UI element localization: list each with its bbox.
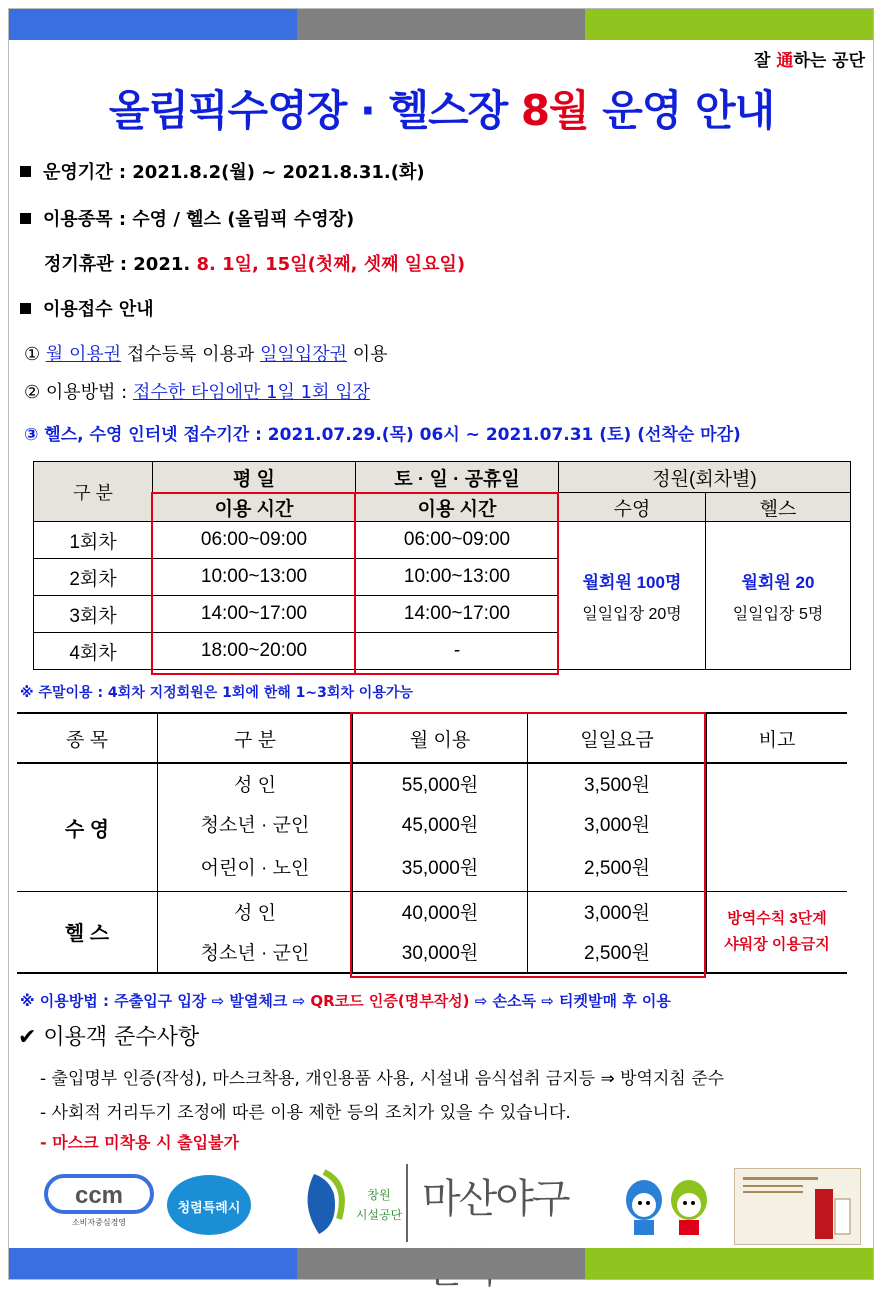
bullet-square-icon [20, 303, 31, 314]
logo-strip [9, 1160, 873, 1248]
fee-daily-cell: 3,000원 [528, 803, 707, 843]
weekday-time-cell: 18:00~20:00 [153, 633, 356, 670]
fee-type-cell: 성 인 [158, 763, 353, 803]
header-time-weekend: 이용 시간 [356, 493, 559, 522]
svg-text:청렴특례시: 청렴특례시 [177, 1201, 241, 1216]
svg-text:ccm: ccm [74, 1182, 124, 1209]
monthly-pass-link: 월 이용권 [45, 344, 122, 365]
gym-capacity-cell [706, 522, 851, 670]
fee-highlight-box [350, 712, 706, 978]
session-cell: 2회차 [34, 559, 153, 596]
reception-item-2: ② 이용방법 : 접수한 타임에만 1일 1회 입장 [24, 382, 370, 403]
fee-monthly-cell: 40,000원 [353, 891, 528, 931]
ccm-logo [44, 1174, 154, 1234]
weekday-time-cell: 14:00~17:00 [153, 596, 356, 633]
weekday-time-cell: 10:00~13:00 [153, 559, 356, 596]
gym-monthly-capacity: 월회원 20 [741, 572, 815, 592]
bullet-square-icon [20, 166, 31, 177]
weekend-highlight-box [354, 492, 559, 675]
fee-monthly-cell: 55,000원 [353, 763, 528, 803]
bullet-square-icon [20, 213, 31, 224]
swim-remark-cell [707, 763, 848, 891]
rule-item: - 출입명부 인증(작성), 마스크착용, 개인용품 사용, 시설내 음식섭취 금지등 ⇒ 방역지침 준수 [40, 1069, 725, 1089]
remark-line-2: 샤워장 이용금지 [724, 935, 830, 953]
rules-heading: ✔ 이용객 준수사항 [18, 1025, 200, 1050]
weekend-time-cell: - [356, 633, 559, 670]
fee-header-gubun: 구 분 [158, 713, 353, 763]
svg-text:소비자중심경영: 소비자중심경영 [71, 1218, 127, 1227]
reception-item-1: ① 월 이용권 접수등록 이용과 일일입장권 이용 [24, 344, 388, 365]
bottom-stripe [9, 1248, 873, 1279]
fee-header-daily: 일일요금 [528, 713, 707, 763]
regular-closure: 정기휴관 : 2021. 8. 1일, 15일(첫째, 셋째 일요일) [44, 254, 466, 275]
swim-capacity-cell [559, 522, 706, 670]
fee-header-remark: 비고 [707, 713, 848, 763]
gym-remark-cell [707, 891, 848, 973]
weekend-note: ※ 주말이용 : 4회차 지정회원은 1회에 한해 1~3회차 이용가능 [20, 685, 413, 701]
gym-label: 헬 스 [17, 891, 158, 973]
usage-type: 이용종목 : 수영 / 헬스 (올림픽 수영장) [20, 205, 354, 231]
rule-item-mask: - 마스크 미착용 시 출입불가 [40, 1133, 239, 1152]
certification-badge [734, 1168, 861, 1245]
header-swim: 수영 [559, 493, 706, 522]
usage-method: ※ 이용방법 : 주출입구 입장 ⇨ 발열체크 ⇨ QR코드 인증(명부작성) ⇨ 손소독 ⇨ 티켓발매 후 이용 [20, 992, 671, 1010]
fee-daily-cell: 2,500원 [528, 843, 707, 891]
weekend-time-cell: 10:00~13:00 [356, 559, 559, 596]
fee-daily-cell: 3,500원 [528, 763, 707, 803]
fee-type-cell: 청소년 · 군인 [158, 931, 353, 973]
fee-monthly-cell: 45,000원 [353, 803, 528, 843]
fee-header-monthly: 월 이용 [353, 713, 528, 763]
session-cell: 4회차 [34, 633, 153, 670]
gym-daily-capacity: 일일입장 5명 [732, 605, 824, 623]
daily-pass-link: 일일입장권 [260, 344, 347, 365]
fee-monthly-cell: 35,000원 [353, 843, 528, 891]
fee-type-cell: 성 인 [158, 891, 353, 931]
reception-item-3: ③ 헬스, 수영 인터넷 접수기간 : 2021.07.29.(목) 06시 ~ 2021.07.31 (토) (선착순 마감) [24, 425, 741, 445]
baseball-center-logo: 마산야구 [406, 1164, 593, 1242]
operating-period: 운영기간 : 2021.8.2(월) ~ 2021.8.31.(화) [20, 158, 425, 184]
reception-heading: 이용접수 안내 [20, 295, 154, 321]
header-gubun: 구 분 [34, 462, 153, 522]
swim-label: 수 영 [17, 763, 158, 891]
top-stripe [9, 9, 873, 40]
weekend-time-cell: 06:00~09:00 [356, 522, 559, 559]
fee-monthly-cell: 30,000원 [353, 931, 528, 973]
city-logo [164, 1170, 254, 1240]
fee-header-item: 종 목 [17, 713, 158, 763]
slogan: 잘 通하는 공단 [754, 51, 865, 71]
mascot-image [614, 1175, 724, 1240]
session-cell: 1회차 [34, 522, 153, 559]
weekday-time-cell: 06:00~09:00 [153, 522, 356, 559]
fee-daily-cell: 3,000원 [528, 891, 707, 931]
fee-daily-cell: 2,500원 [528, 931, 707, 973]
session-cell: 3회차 [34, 596, 153, 633]
header-capacity: 정원(회차별) [559, 462, 851, 493]
fee-type-cell: 어린이 · 노인 [158, 843, 353, 891]
weekday-highlight-box [151, 492, 356, 675]
header-time-weekday: 이용 시간 [153, 493, 356, 522]
header-weekday: 평 일 [153, 462, 356, 493]
swim-daily-capacity: 일일입장 20명 [582, 605, 682, 623]
rule-item: - 사회적 거리두기 조정에 따른 이용 제한 등의 조치가 있을 수 있습니다. [40, 1103, 571, 1123]
header-weekend: 토 · 일 · 공휴일 [356, 462, 559, 493]
remark-line-1: 방역수칙 3단계 [727, 909, 827, 927]
header-gym: 헬스 [706, 493, 851, 522]
fee-type-cell: 청소년 · 군인 [158, 803, 353, 843]
svg-text:창원: 창원 [367, 1188, 391, 1202]
agency-logo [294, 1164, 404, 1244]
weekend-time-cell: 14:00~17:00 [356, 596, 559, 633]
svg-text:시설공단: 시설공단 [355, 1208, 403, 1222]
swim-monthly-capacity: 월회원 100명 [582, 572, 682, 592]
page-title: 올림픽수영장 · 헬스장 8월 운영 안내 [108, 86, 775, 135]
